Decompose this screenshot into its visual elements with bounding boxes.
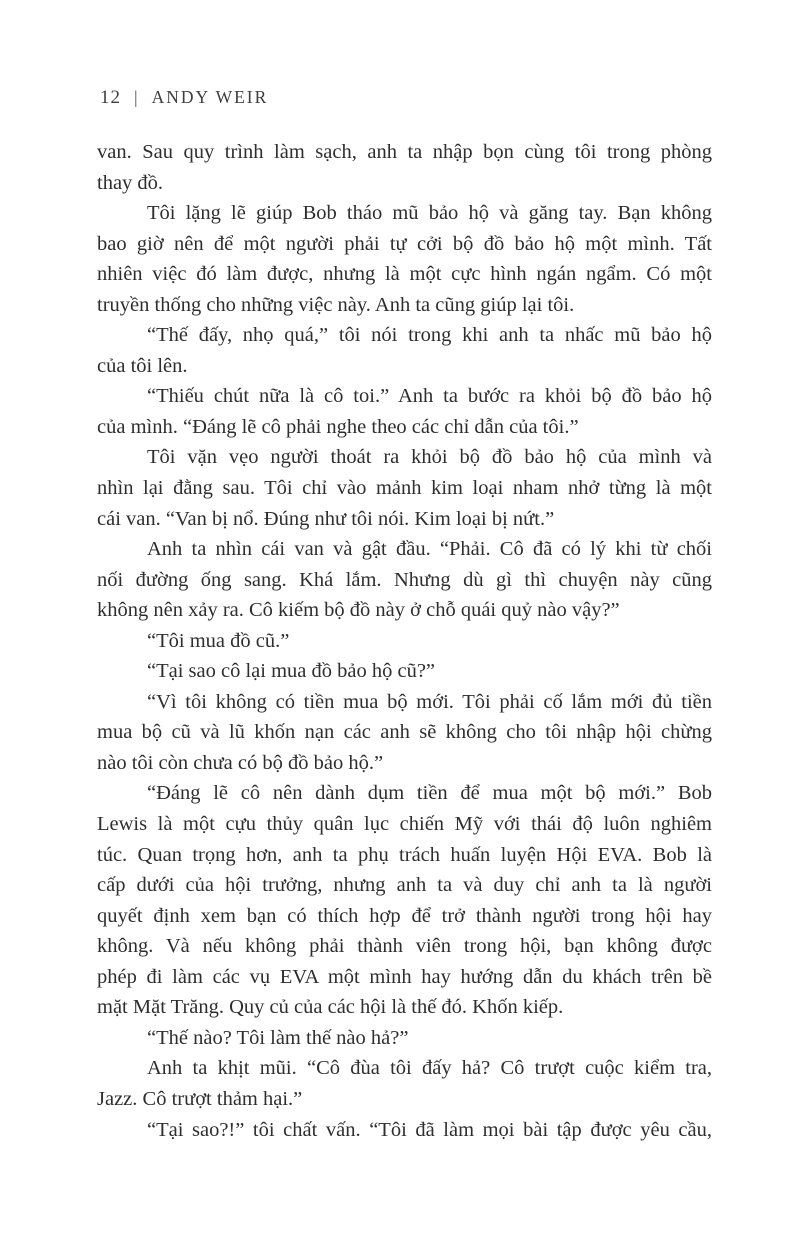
text-line: “Thiếu chút nữa là cô toi.” Anh ta bước ra khỏi bộ đồ bảo hộ: [147, 385, 712, 408]
text-line: của mình. “Đáng lẽ cô phải nghe theo các chỉ dẫn của tôi.”: [97, 415, 579, 438]
text-line: “Thế đấy, nhọ quá,” tôi nói trong khi anh ta nhấc mũ bảo hộ: [147, 324, 712, 347]
text-line: phép đi làm các vụ EVA một mình hay hướng dẫn du khách trên bề: [97, 965, 712, 988]
text-line: không nên xảy ra. Cô kiếm bộ đồ này ở chỗ quái quỷ nào vậy?”: [97, 599, 620, 622]
text-line: cấp dưới của hội trưởng, nhưng anh ta và duy chỉ anh ta là người: [97, 874, 712, 897]
text-line: “Đáng lẽ cô nên dành dụm tiền để mua một bộ mới.” Bob: [147, 782, 712, 805]
text-line: túc. Quan trọng hơn, anh ta phụ trách huấn luyện Hội EVA. Bob là: [97, 843, 712, 866]
header-author: ANDY WEIR: [151, 87, 269, 107]
text-line: quyết định xem bạn có thích hợp để trở thành người trong hội hay: [97, 904, 712, 927]
text-line: nối đường ống sang. Khá lắm. Nhưng dù gì thì chuyện này cũng: [97, 568, 712, 591]
header-separator: |: [134, 87, 138, 107]
text-line: “Tại sao cô lại mua đồ bảo hộ cũ?”: [147, 660, 436, 683]
text-line: “Tôi mua đồ cũ.”: [147, 629, 290, 652]
text-line: “Tại sao?!” tôi chất vấn. “Tôi đã làm mọi bài tập được yêu cầu,: [147, 1118, 712, 1141]
text-line: Anh ta nhìn cái van và gật đầu. “Phải. Cô đã có lý khi từ chối: [147, 538, 712, 561]
text-line: cái van. “Van bị nổ. Đúng như tôi nói. Kim loại bị nứt.”: [97, 507, 555, 530]
text-line: nhìn lại đằng sau. Tôi chỉ vào mảnh kim loại nham nhở từng là một: [97, 477, 712, 500]
text-line: “Vì tôi không có tiền mua bộ mới. Tôi phải cố lắm mới đủ tiền: [147, 690, 712, 713]
text-line: thay đồ.: [97, 171, 164, 194]
text-line: Tôi vặn vẹo người thoát ra khỏi bộ đồ bảo hộ của mình và: [147, 446, 712, 469]
text-line: của tôi lên.: [97, 354, 188, 377]
text-line: nhiên việc đó làm được, nhưng là một cực hình ngán ngẩm. Có một: [97, 263, 712, 286]
text-line: truyền thống cho những việc này. Anh ta cũng giúp lại tôi.: [97, 293, 575, 316]
text-line: bao giờ nên để một người phải tự cởi bộ đồ bảo hộ một mình. Tất: [97, 232, 712, 255]
body-text: [97, 137, 712, 1145]
text-line: mặt Mặt Trăng. Quy củ của các hội là thế đó. Khốn kiếp.: [97, 996, 564, 1019]
text-line: “Thế nào? Tôi làm thế nào hả?”: [147, 1026, 409, 1049]
text-line: Anh ta khịt mũi. “Cô đùa tôi đấy hả? Cô trượt cuộc kiểm tra,: [147, 1057, 712, 1080]
text-line: Tôi lặng lẽ giúp Bob tháo mũ bảo hộ và găng tay. Bạn không: [147, 202, 712, 225]
text-line: mua bộ cũ và lũ khốn nạn các anh sẽ không cho tôi nhập hội chừng: [97, 721, 712, 744]
text-line: van. Sau quy trình làm sạch, anh ta nhập bọn cùng tôi trong phòng: [97, 141, 712, 163]
page-number: 12: [100, 87, 121, 108]
text-line: Lewis là một cựu thủy quân lục chiến Mỹ với thái độ luôn nghiêm: [97, 813, 712, 836]
text-line: nào tôi còn chưa có bộ đồ bảo hộ.”: [97, 751, 384, 774]
running-header: [100, 87, 268, 108]
text-line: Jazz. Cô trượt thảm hại.”: [97, 1087, 303, 1110]
text-line: không. Và nếu không phải thành viên trong hội, bạn không được: [97, 935, 712, 958]
